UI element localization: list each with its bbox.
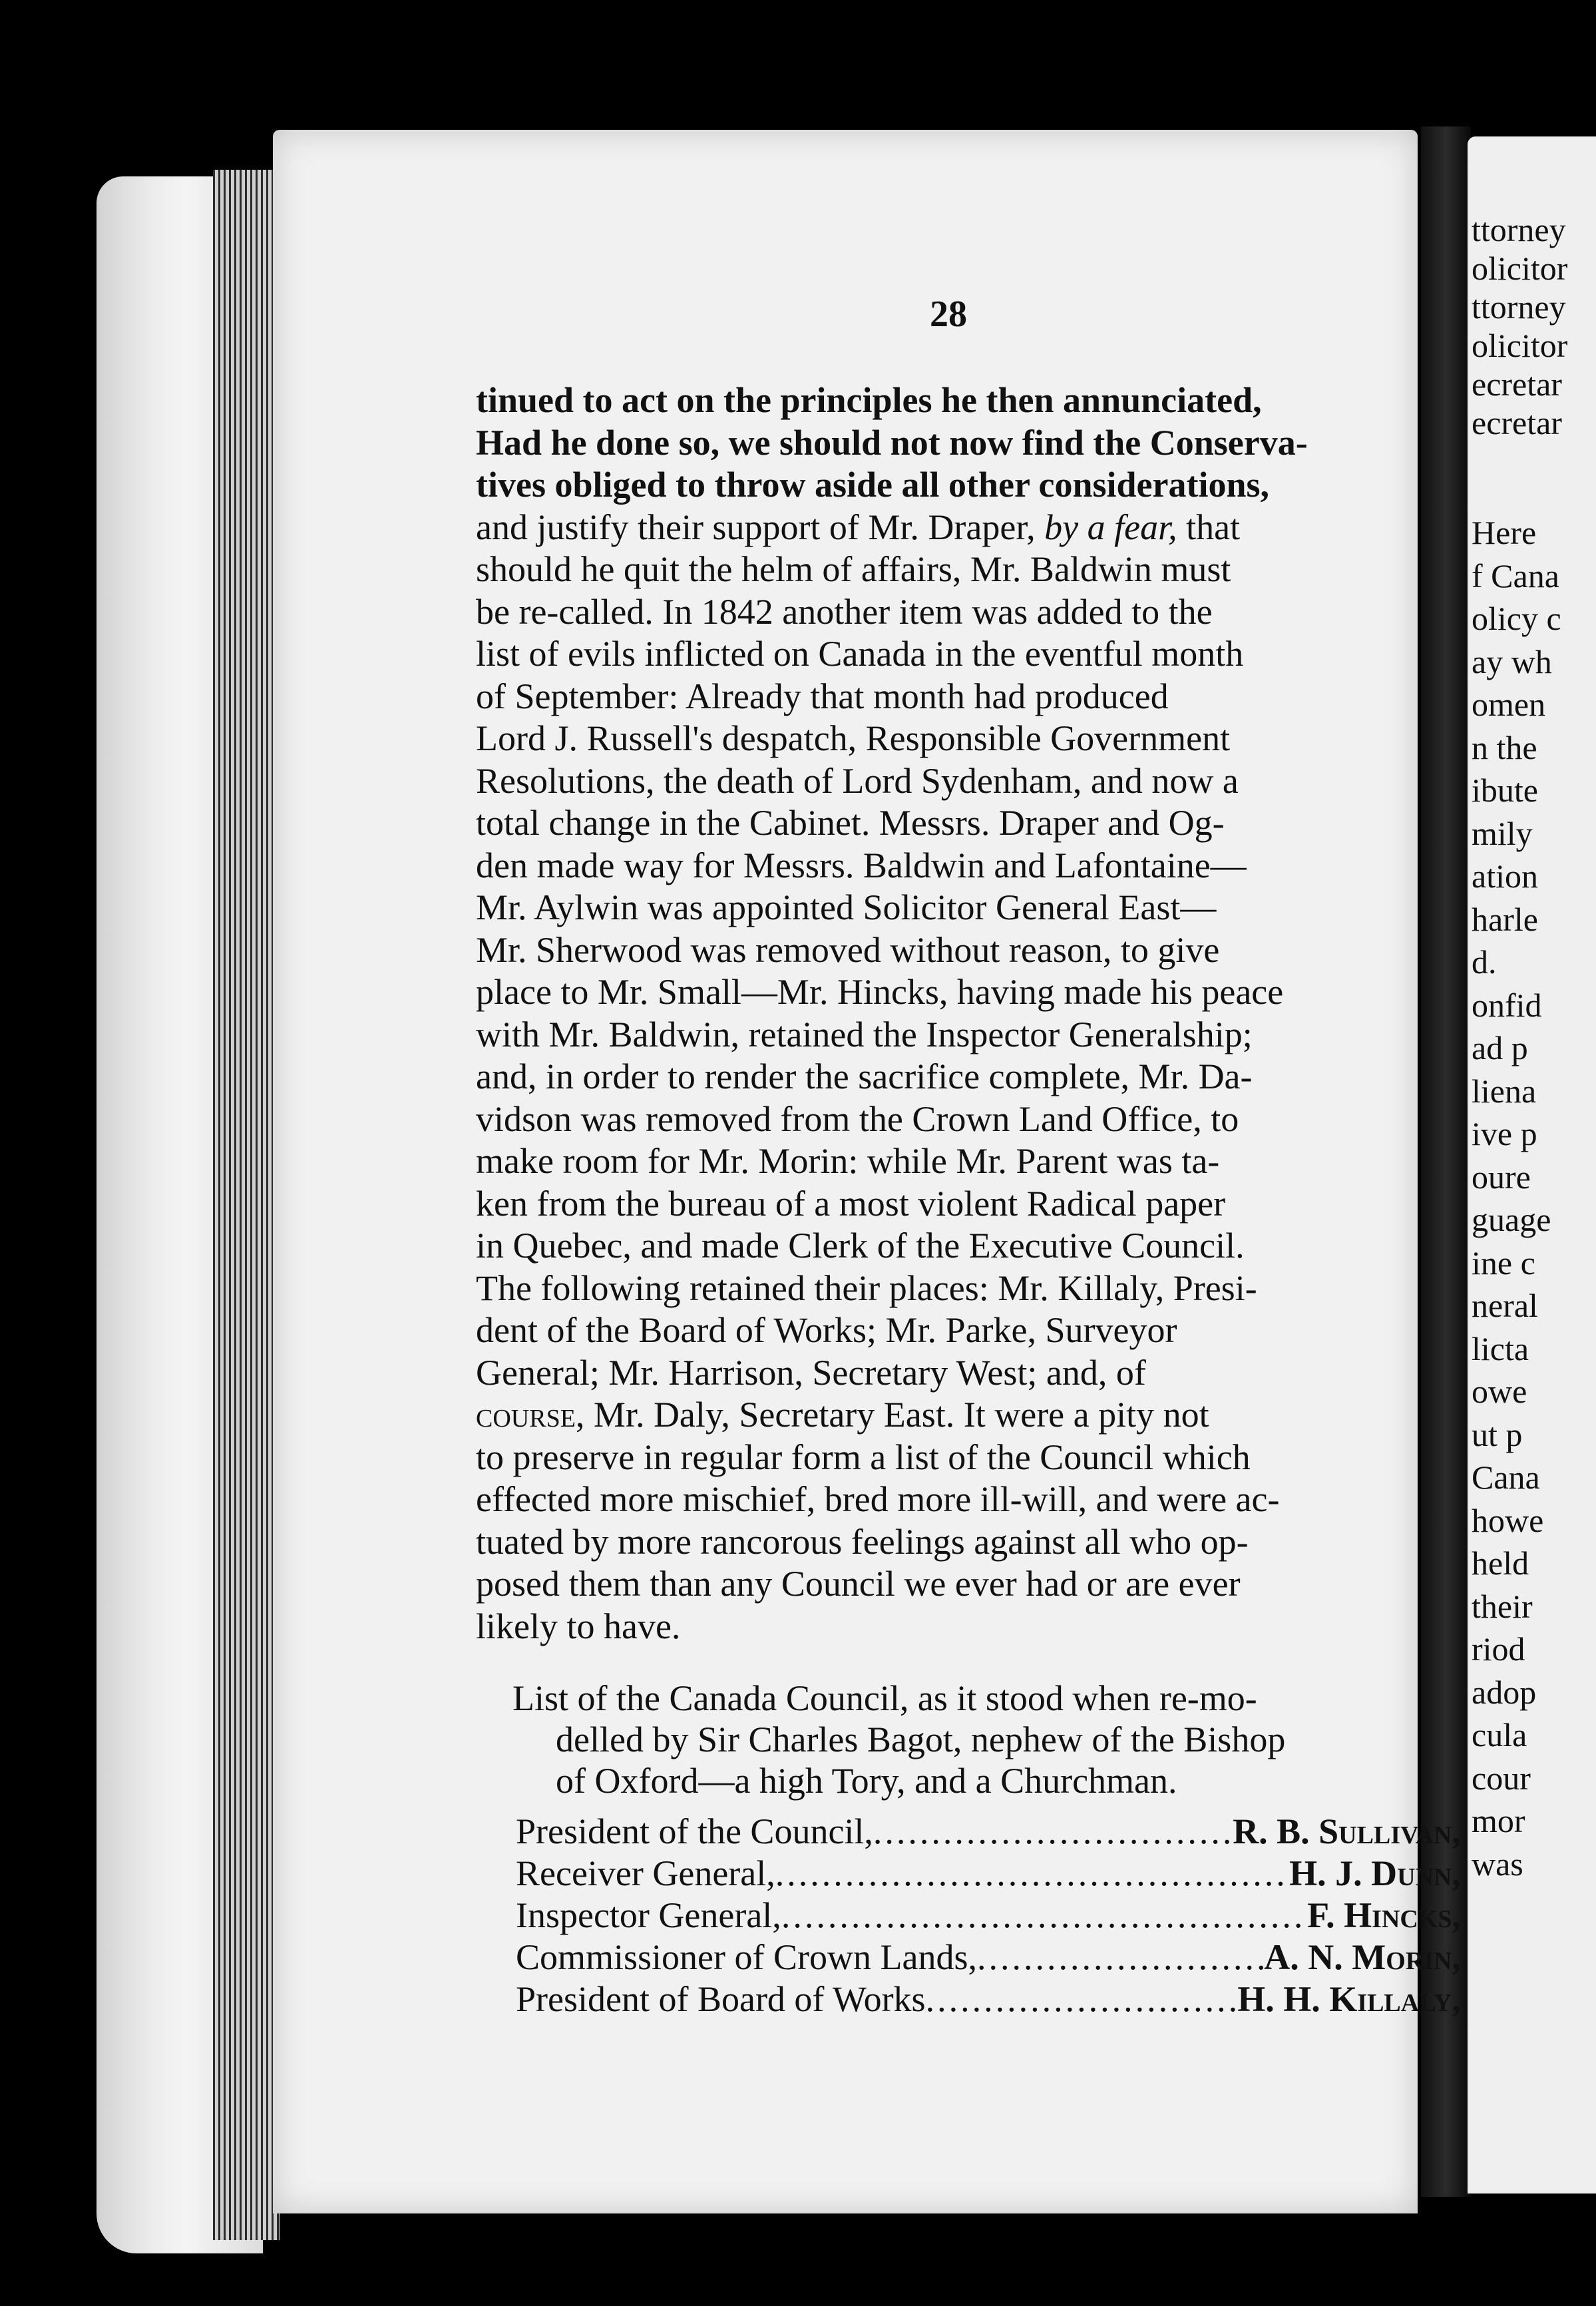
paragraph-line: make room for Mr. Morin: while Mr. Parent was ta- <box>476 1141 1220 1181</box>
paragraph-line: list of evils inflicted on Canada in the eventful month <box>476 634 1244 674</box>
facing-page-fragment: ut p <box>1472 1415 1523 1453</box>
facing-page-fragment: olicitor <box>1472 327 1568 364</box>
facing-page-fragment: adop <box>1472 1673 1537 1711</box>
facing-page-fragment: ecretar <box>1472 404 1562 441</box>
paragraph-line: to preserve in regular form a list of the Council which <box>476 1437 1251 1477</box>
facing-page-fragment: d. <box>1472 943 1497 981</box>
paragraph-line: with Mr. Baldwin, retained the Inspector Generalship; <box>476 1014 1253 1054</box>
paragraph-line: total change in the Cabinet. Messrs. Draper and Og- <box>476 803 1225 843</box>
council-row <box>516 1853 1461 1894</box>
paragraph-line: of September: Already that month had produced <box>476 676 1169 716</box>
council-member: H. H. Killaly, <box>1237 1979 1461 2019</box>
council-row <box>516 1978 1461 2020</box>
facing-page-fragment: olicy c <box>1472 600 1561 637</box>
facing-page-fragment: ine c <box>1472 1244 1535 1281</box>
facing-page-fragment: harle <box>1472 900 1538 938</box>
council-office: Commissioner of Crown Lands, <box>516 1937 977 1977</box>
facing-page-fragment: mily <box>1472 814 1533 852</box>
paragraph-line: course, Mr. Daly, Secretary East. It were a pity not <box>476 1395 1209 1435</box>
paragraph-line: posed them than any Council we ever had or are ever <box>476 1564 1241 1604</box>
facing-page-fragment: licta <box>1472 1329 1529 1367</box>
leader-dots <box>873 1811 1233 1852</box>
council-member: F. Hincks, <box>1307 1895 1461 1935</box>
paragraph-line: tuated by more rancorous feelings against all who op- <box>476 1521 1249 1562</box>
council-office: Receiver General, <box>516 1853 775 1893</box>
facing-page-fragment: cour <box>1472 1759 1531 1797</box>
small-caps-word: course, <box>476 1395 585 1435</box>
facing-page-fragment: held <box>1472 1544 1529 1582</box>
facing-page-fragment: ttorney <box>1472 288 1566 326</box>
leader-dots <box>781 1895 1307 1936</box>
paragraph-line: should he quit the helm of affairs, Mr. Baldwin must <box>476 549 1231 589</box>
paragraph-line: be re-called. In 1842 another item was added to the <box>476 591 1213 632</box>
page-edges <box>213 170 280 2240</box>
facing-page-fragment: ay wh <box>1472 642 1552 680</box>
leader-dots <box>926 1978 1238 2020</box>
facing-page-fragment: neral <box>1472 1287 1538 1324</box>
facing-page-fragment: oure <box>1472 1158 1531 1196</box>
facing-page-fragment: ive p <box>1472 1115 1537 1152</box>
paragraph-line: dent of the Board of Works; Mr. Parke, Surveyor <box>476 1310 1177 1350</box>
facing-page-fragment: riod <box>1472 1630 1525 1668</box>
council-row <box>516 1811 1461 1852</box>
facing-page-fragment: owe <box>1472 1373 1527 1410</box>
council-row <box>516 1937 1461 1978</box>
paragraph-line: The following retained their places: Mr. Killaly, Presi- <box>476 1268 1257 1308</box>
council-row <box>516 1895 1461 1936</box>
italic-phrase: by a fear, <box>1044 507 1177 547</box>
paragraph-line: vidson was removed from the Crown Land Office, to <box>476 1098 1239 1139</box>
paragraph-line: and justify their support of Mr. Draper, by a fear, that <box>476 507 1241 547</box>
council-office: President of the Council, <box>516 1811 873 1851</box>
paragraph-line: in Quebec, and made Clerk of the Executive Council. <box>476 1226 1245 1266</box>
paragraph-line: Had he done so, we should not now find the Conserva- <box>476 422 1308 463</box>
paragraph-line: tinued to act on the principles he then annunciated, <box>476 380 1262 420</box>
paragraph-line: General; Mr. Harrison, Secretary West; and, of <box>476 1352 1146 1393</box>
paragraph-line: Lord J. Russell's despatch, Responsible Government <box>476 718 1231 758</box>
page-number: 28 <box>930 294 967 335</box>
council-member: H. J. Dunn, <box>1289 1853 1461 1893</box>
facing-page-fragment: was <box>1472 1845 1523 1883</box>
paragraph-line: tives obliged to throw aside all other considerations, <box>476 465 1270 505</box>
facing-page-fragment: omen <box>1472 686 1546 723</box>
facing-page-fragment: howe <box>1472 1501 1544 1539</box>
facing-page-fragment: f Cana <box>1472 557 1559 594</box>
facing-page-fragment: ttorney <box>1472 211 1566 248</box>
paragraph-line: likely to have. <box>476 1606 681 1646</box>
council-member: R. B. Sullivan, <box>1233 1811 1461 1851</box>
facing-page-fragment: ation <box>1472 857 1538 895</box>
facing-page-fragment: ibute <box>1472 772 1538 809</box>
facing-page-fragment: ad p <box>1472 1029 1528 1066</box>
facing-page-fragment: mor <box>1472 1802 1525 1839</box>
facing-page-fragment: their <box>1472 1587 1533 1625</box>
facing-page-fragment: Here <box>1472 514 1537 551</box>
facing-page <box>1468 136 1596 2193</box>
facing-page-fragment: n the <box>1472 728 1537 766</box>
paragraph-line: place to Mr. Small—Mr. Hincks, having made his peace <box>476 972 1284 1012</box>
council-office: Inspector General, <box>516 1895 781 1935</box>
list-intro-line: of Oxford—a high Tory, and a Churchman. <box>556 1761 1177 1801</box>
paragraph-line: Resolutions, the death of Lord Sydenham, and now a <box>476 760 1239 801</box>
list-intro-line: List of the Canada Council, as it stood when re-mo- <box>512 1678 1257 1718</box>
council-office: President of Board of Works <box>516 1979 926 2019</box>
facing-page-fragment: onfid <box>1472 986 1542 1024</box>
list-intro-line: delled by Sir Charles Bagot, nephew of the Bishop <box>556 1720 1286 1759</box>
facing-page-fragment: ecretar <box>1472 365 1562 403</box>
paragraph-line: Mr. Aylwin was appointed Solicitor General East— <box>476 887 1217 927</box>
facing-page-fragment: cula <box>1472 1716 1527 1753</box>
facing-page-fragment: Cana <box>1472 1459 1540 1496</box>
paragraph-line: and, in order to render the sacrifice complete, Mr. Da- <box>476 1056 1253 1096</box>
paragraph-line: ken from the bureau of a most violent Radical paper <box>476 1183 1226 1224</box>
paragraph-line: Mr. Sherwood was removed without reason, to give <box>476 929 1220 970</box>
facing-page-fragment: guage <box>1472 1201 1551 1238</box>
paragraph-line: effected more mischief, bred more ill-will, and were ac- <box>476 1479 1280 1519</box>
leader-dots <box>775 1853 1289 1894</box>
council-member: A. N. Morin, <box>1264 1937 1461 1977</box>
facing-page-fragment: liena <box>1472 1072 1537 1110</box>
leader-dots <box>977 1937 1264 1978</box>
facing-page-fragment: olicitor <box>1472 250 1568 287</box>
paragraph-line: den made way for Messrs. Baldwin and Lafontaine— <box>476 845 1247 885</box>
